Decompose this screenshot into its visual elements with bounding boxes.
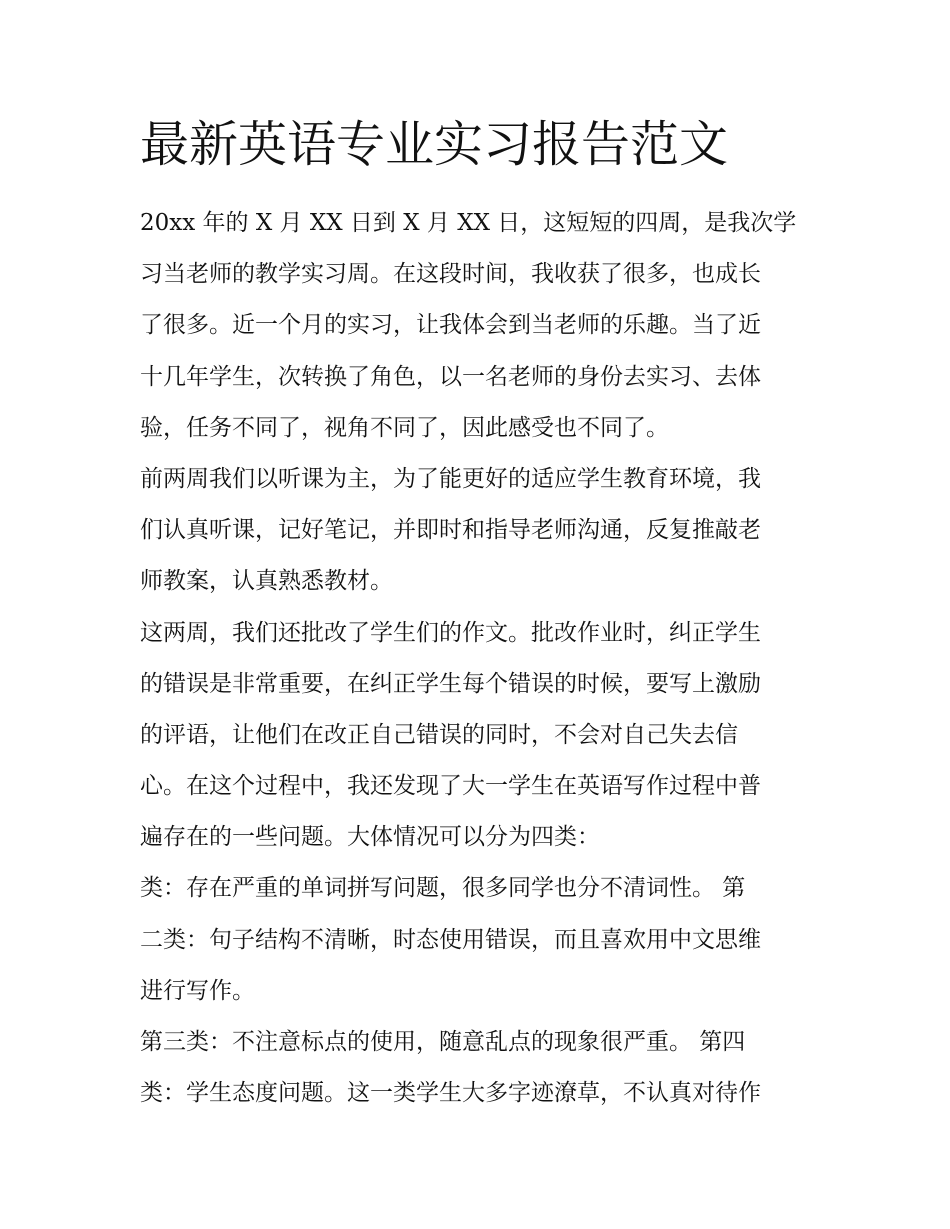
paragraph-line: 20xx 年的 X 月 XX 日到 X 月 XX 日，这短短的四周，是我次学 <box>140 210 797 236</box>
paragraph <box>140 454 820 608</box>
paragraph-line: 们认真听课，记好笔记，并即时和指导老师沟通，反复推敲老 <box>140 517 761 544</box>
paragraph-line: 二类：句子结构不清晰，时态使用错误，而且喜欢用中文思维 <box>140 926 761 953</box>
paragraph <box>140 863 820 1017</box>
paragraph-line: 十几年学生，次转换了角色，以一名老师的身份去实习、去体 <box>140 363 761 390</box>
paragraph-line: 师教案，认真熟悉教材。 <box>140 568 393 595</box>
paragraph-line: 类：学生态度问题。这一类学生大多字迹潦草，不认真对待作 <box>140 1080 761 1107</box>
paragraph <box>140 198 820 454</box>
paragraph-line: 进行写作。 <box>140 977 255 1004</box>
paragraph-line: 遍存在的一些问题。大体情况可以分为四类： <box>140 824 600 851</box>
paragraph-line: 前两周我们以听课为主，为了能更好的适应学生教育环境，我 <box>140 465 761 492</box>
paragraph-line: 习当老师的教学实习周。在这段时间，我收获了很多，也成长 <box>140 261 761 288</box>
document-body <box>140 198 820 1119</box>
paragraph-line: 的评语，让他们在改正自己错误的同时，不会对自己失去信 <box>140 721 738 748</box>
paragraph-line: 这两周，我们还批改了学生们的作文。批改作业时，纠正学生 <box>140 619 761 646</box>
paragraph-line: 类：存在严重的单词拼写问题，很多同学也分不清词性。 第 <box>140 875 746 902</box>
paragraph-line: 第三类：不注意标点的使用，随意乱点的现象很严重。 第四 <box>140 1029 746 1055</box>
paragraph-line: 的错误是非常重要，在纠正学生每个错误的时候，要写上激励 <box>140 670 761 697</box>
paragraph <box>140 1017 820 1119</box>
paragraph <box>140 608 820 864</box>
document-title: 最新英语专业实习报告范文 <box>140 116 729 173</box>
paragraph-line: 了很多。近一个月的实习，让我体会到当老师的乐趣。当了近 <box>140 312 761 339</box>
paragraph-line: 验，任务不同了，视角不同了，因此感受也不同了。 <box>140 414 669 441</box>
paragraph-line: 心。在这个过程中，我还发现了大一学生在英语写作过程中普 <box>140 773 761 800</box>
